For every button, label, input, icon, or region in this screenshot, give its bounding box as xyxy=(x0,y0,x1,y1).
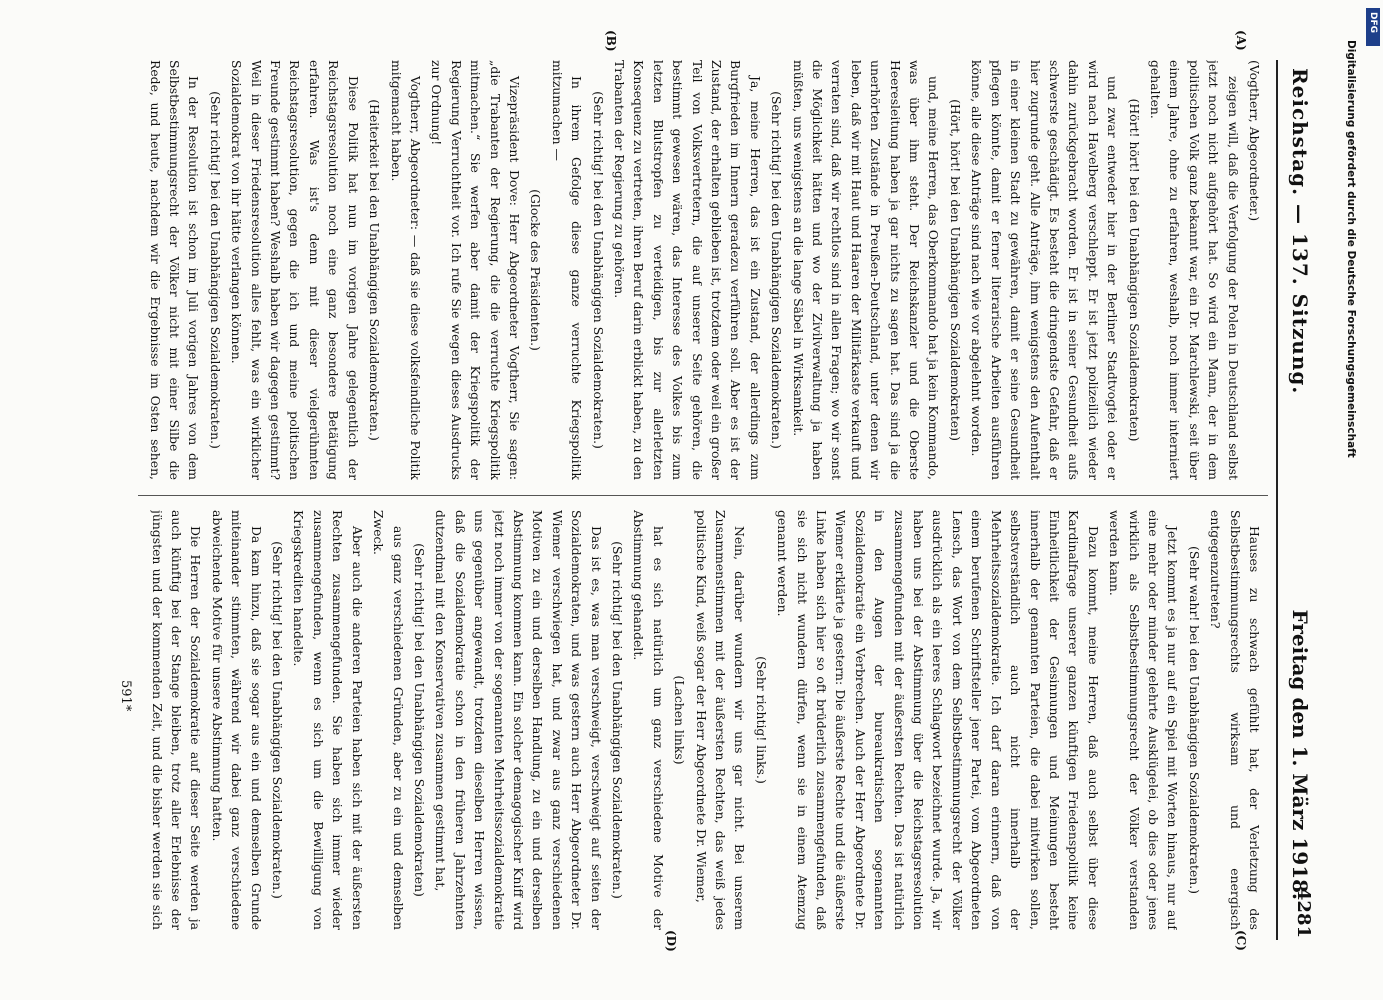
left-text-column xyxy=(144,60,1264,480)
signature-footnote: 591* xyxy=(118,680,133,712)
paragraph: (Sehr richtig! bei den Unabhängigen Sozialdemokraten.) xyxy=(270,541,286,899)
paragraph: Aber auch die anderen Parteien haben sich mit der äußersten Rechten zusammengefunden. Sie haben sich immer wieder zusammengefunden, wenn es sich um die Bewilligung von Kriegskrediten handelte. xyxy=(291,510,365,930)
paragraph: (Sehr richtig! bei den Unabhängigen Sozialdemokraten) xyxy=(411,543,427,897)
right-text-column xyxy=(144,510,1264,930)
paragraph: (Hört, hört! bei den Unabhängigen Sozialdemokraten) xyxy=(947,99,963,441)
paragraph: Vogtherr, Abgeordneter: — daß sie diese volksfeindliche Politik mitgemacht haben. xyxy=(388,60,423,480)
header-date: Freitag den 1. März 1918. xyxy=(1288,609,1312,900)
paragraph: Nein, darüber wundern wir uns gar nicht. Bei unserem Zusammenstimmen mit der äußersten Rechten, das weiß jedes politische Kind, weiß sogar der Herr Abgeordnete Dr. Wiemer, xyxy=(693,510,748,930)
paragraph: Vizepräsident Dove: Herr Abgeordneter Vogtherr, Sie sagen: „die Trabanten der Regierung, die die verruchte Kriegspolitik mitmachen.“ Sie werfen aber damit der Kriegspolitik der Regierung Verruchtheit vor. Ich rufe Sie wegen dieses Ausdrucks zur Ordnung! xyxy=(429,60,522,480)
page-header xyxy=(1276,60,1318,940)
dfg-logo-text: DFG xyxy=(1368,12,1378,34)
margin-marker-c: (C) xyxy=(1234,930,1248,951)
digitization-credit xyxy=(1343,40,1357,800)
paragraph: (Sehr wahr! bei den Unabhängigen Sozialdemokraten.) xyxy=(1186,546,1202,894)
margin-marker-b: (B) xyxy=(604,30,618,52)
paragraph: (Heiterkeit bei den Unabhängigen Sozialdemokraten.) xyxy=(367,99,383,441)
paragraph: (Sehr richtig! bei den Unabhängigen Sozialdemokraten.) xyxy=(207,91,223,449)
column-divider xyxy=(138,495,1268,496)
paragraph: Hauses zu schwach gefühlt hat, der Verletzung des Selbstbestimmungsrechts wirksam und energisch entgegenzutreten? xyxy=(1208,510,1262,930)
paragraph: Die Herren der Sozialdemokratie auf dieser Seite werden ja auch künftig bei der Stange bleiben, trotz aller Erlebnisse der jüngsten und der kommenden Zeit, und die bisher werden sie sich xyxy=(149,510,204,930)
paragraph: (Glocke des Präsidenten.) xyxy=(528,189,544,351)
document-page xyxy=(78,30,1318,952)
paragraph: aus ganz verschiedenen Gründen, aber zu ein und demselben Zweck. xyxy=(371,510,406,930)
paragraph: In ihrem Gefolge diese ganze verruchte Kriegspolitik mitzumachen — xyxy=(549,60,585,480)
paragraph: Ja, meine Herren, das ist ein Zustand, der allerdings zum Burgfrieden im Innern geradezu verführen soll. Aber es ist der Zustand, der erhalten geblieben ist, trotzdem oder weil ein großer Teil von Volksvertretern, die auf unserer Seite gehören, die bestimmt gewesen wären, das Interesse des Volkes bis zum letzten Blutstropfen zu verteidigen, bis zur allerletzten Konsequenz zu vertreten, ihren Beruf darin erblickt haben, zu den Trabanten der Regierung zu gehören. xyxy=(612,60,763,480)
paragraph: Diese Politik hat nun im vorigen Jahre gelegentlich der Reichstagsresolution noch eine ganz besondere Betätigung erfahren. Was ist's denn mit dieser vielgerühmten Reichstagsresolution, gegen die ich und meine politischen Freunde gestimmt haben? Weshalb haben wir dagegen gestimmt? Weil in dieser Friedensresolution alles fehlt, was ein wirklicher Sozialdemokrat von ihr hätte verlangen können. xyxy=(229,60,361,480)
header-session-title: Reichstag. — 137. Sitzung. xyxy=(1288,68,1312,395)
paragraph: (Vogtherr, Abgeordneter.) xyxy=(1247,60,1262,222)
dfg-logo xyxy=(1366,8,1380,46)
paragraph: (Sehr richtig! bei den Unabhängigen Sozialdemokraten.) xyxy=(610,541,625,899)
margin-marker-a: (A) xyxy=(1234,30,1248,51)
paragraph: Dazu kommt, meine Herren, daß auch selbst über diese Kardinalfrage unserer ganzen künftigen Friedenspolitik keine Einheitlichkeit der Gesinnungen und Meinungen besteht innerhalb der genannten Parteien, die dabei mitwirken sollen, selbstverständlich auch nicht innerhalb der Mehrheitssozialdemokratie. Ich darf daran erinnern, daß von einem berufenen Schriftsteller jener Partei, vom Abgeordneten Lensch, das Wort von dem Selbstbestimmungsrecht der Völker ausdrücklich als ein leeres Schlagwort bezeichnet wurde. Ja, wir haben uns bei der Abstimmung über die Reichstagsresolution zusammengefunden mit der äußersten Rechten. Das ist natürlich in den Augen der bureaukratischen sogenannten Sozialdemokratie ein Verbrechen. Auch der Herr Abgeordnete Dr. Wiemer erklärte ja gestern: Die äußerste Rechte und die äußerste Linke haben sich hier so oft brüderlich zusammengefunden, daß sie sich nicht wundern dürfen, wenn sie in einem Atemzug genannt werden. xyxy=(775,510,1101,930)
paragraph: Da kam hinzu, daß sie sogar aus ein und demselben Grunde miteinander stimmten, während wir dabei ganz verschiedene abweichende Motive für unsere Abstimmung hatten. xyxy=(209,510,264,930)
paragraph: (Sehr richtig! bei den Unabhängigen Sozialdemokraten.) xyxy=(769,91,785,449)
paragraph: (Hört! hört! bei den Unabhängigen Sozialdemokraten) xyxy=(1126,98,1142,442)
paragraph: Das ist es, was man verschweigt, verschweigt auf seiten der Sozialdemokraten, und was gestern auch Herr Abgeordneter Dr. Wiemer verschwiegen hat, und zwar aus ganz verschiedenen Motiven zu ein und derselben Handlung, zu ein und derselben Abstimmung kommen kann. Ein solcher demagogischer Kniff wird jetzt noch immer von der sogenannten Mehrheitssozialdemokratie uns gegenüber angewandt, trotzdem dieselben Herren wissen, daß die Sozialdemokratie schon in den früheren Jahrzehnten dutzendmal mit den Konservativen zusammen gestimmt hat, xyxy=(433,510,604,930)
paragraph: und zwar entweder hier in der Berliner Stadtvogtei oder er wird nach Havelberg verschleppt. Er ist jetzt polizeilich wieder dahin zurückgebracht worden. Er ist in seiner Gesundheit aufs schwerste geschädigt. Es besteht die dringendste Gefahr, daß er hier zugrunde geht. Alle Anträge, ihm wenigstens den Aufenthalt in einer kleinen Stadt zu gewähren, damit er seine Gesundheit pflegen könnte, damit er ferner literarische Arbeiten ausführen könne, alle diese Anträge sind nach wie vor abgelehnt worden. xyxy=(969,60,1121,480)
paragraph: Jetzt kommt es ja nur auf ein Spiel mit Worten hinaus, nur auf eine mehr oder minder gelehrte Ausklügelei, ob dies oder jenes wirklich als Selbstbestimmungsrecht der Völker verstanden werden kann. xyxy=(1107,510,1181,930)
paragraph: zeigen will, daß die Verfolgung der Polen in Deutschland selbst jetzt noch nicht aufgehört hat. So wird ein Mann, der in dem politischen Volk ganz bekannt war, ein Dr. Marchlewski, seit über einem Jahre, ohne zu erfahren, weshalb, noch immer interniert gehalten. xyxy=(1147,60,1241,480)
paragraph: In der Resolution ist schon im Juli vorigen Jahres von dem Selbstbestimmungsrecht der Völker nicht mit einer Silbe die Rede, und heute, nachdem wir die Ergebnisse im Osten sehen, xyxy=(147,60,202,480)
margin-marker-d: (D) xyxy=(664,930,678,952)
page-number: 4281 xyxy=(1293,887,1314,938)
paragraph: (Sehr richtig! links.) xyxy=(753,656,769,784)
paragraph: (Sehr richtig! bei den Unabhängigen Sozialdemokraten.) xyxy=(590,91,606,449)
paragraph: (Lachen links) xyxy=(672,675,688,765)
paragraph: hat es sich natürlich um ganz verschiedene Motive der Abstimmung gehandelt. xyxy=(631,510,666,930)
credit-text: Digitalisierung gefördert durch die Deutsche Forschungsgemeinschaft xyxy=(1345,40,1357,458)
paragraph: und, meine Herren, das Oberkommando hat ja kein Kommando, was über ihm steht. Der Reichskanzler und die Oberste Heeresleitung haben ja gar nichts zu sagen hat. Das sind ja die unerhörten Zustände in Preußen-Deutschland, unter denen wir leben, daß wir mit Haut und Haaren der Militärkaste verkauft und verraten sind, daß wir rechtlos sind in allen Fragen; wo wir sonst die Möglichkeit hätten und wo der Zivilverwaltung ja haben müßten, uns wenigstens an die lange Säbel in Wirksamkeit. xyxy=(790,60,942,480)
